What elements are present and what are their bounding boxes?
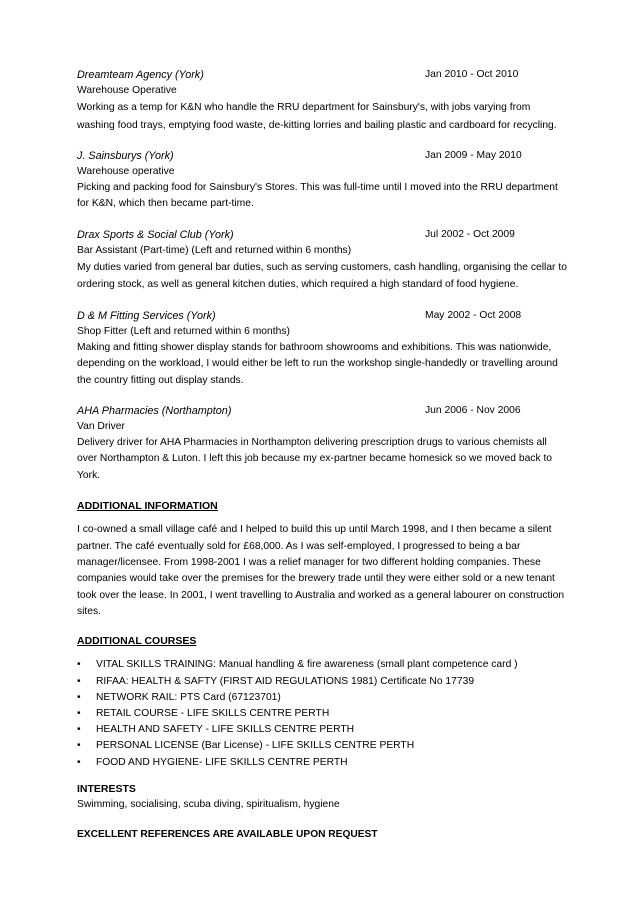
bullet-icon: • xyxy=(77,691,81,703)
bullet-icon: • xyxy=(77,724,81,736)
job-company: AHA Pharmacies (Northampton) xyxy=(77,404,232,417)
job-role: Warehouse Operative xyxy=(77,85,177,96)
bullet-icon: • xyxy=(77,675,81,687)
course-text: NETWORK RAIL: PTS Card (67123701) xyxy=(96,691,281,703)
additional-information-text: I co-owned a small village café and I helped to build this up until March 1998, and I then became a silent partner. The café eventually sold for £68,000. As I was self-employed, I progressed to being a bar manager/licensee. From 1998-2001 I was a relief manager for two different holding companies. These companies would take over the premises for the brewery trade until they were either sold or a new tenant took over the lease. In 2001, I went travelling to Australia and worked as a general labourer on construction sites. xyxy=(77,524,565,617)
cv-content xyxy=(77,67,567,844)
course-item xyxy=(77,657,567,673)
job-dates: Jan 2009 - May 2010 xyxy=(425,149,522,161)
job-company: D & M Fitting Services (York) xyxy=(77,309,216,322)
bullet-icon: • xyxy=(77,708,81,720)
interests-text: Swimming, socialising, scuba diving, spiritualism, hygiene xyxy=(77,799,340,811)
course-item xyxy=(77,690,567,706)
job-description: Working as a temp for K&N who handle the RRU department for Sainsbury's, with jobs varying from washing food trays, emptying food waste, de-kitting lorries and bailing plastic and cardboard for recycling. xyxy=(77,102,557,131)
course-item xyxy=(77,706,567,722)
bullet-icon: • xyxy=(77,740,81,752)
interests-heading: INTERESTS xyxy=(77,782,136,795)
job-header xyxy=(77,403,567,419)
course-text: PERSONAL LICENSE (Bar License) - LIFE SKILLS CENTRE PERTH xyxy=(96,740,415,752)
job-header xyxy=(77,227,567,243)
course-text: VITAL SKILLS TRAINING: Manual handling & fire awareness (small plant competence card ) xyxy=(96,659,518,671)
job-header xyxy=(77,148,567,164)
additional-information-heading: ADDITIONAL INFORMATION xyxy=(77,500,218,513)
job-entry xyxy=(77,308,567,389)
job-company: J. Sainsburys (York) xyxy=(77,149,174,162)
job-dates: May 2002 - Oct 2008 xyxy=(425,309,522,321)
job-header xyxy=(77,67,567,83)
course-item xyxy=(77,722,567,738)
job-entry xyxy=(77,148,567,213)
job-dates: Jan 2010 - Oct 2010 xyxy=(425,69,519,80)
course-text: FOOD AND HYGIENE- LIFE SKILLS CENTRE PERTH xyxy=(96,756,348,768)
job-description: Making and fitting shower display stands for bathroom showrooms and exhibitions. This was nationwide, depending on the workload, I would either be left to run the workshop single-handedly or travelling around the country fitting out display stands. xyxy=(77,341,558,386)
bullet-icon: • xyxy=(77,659,81,671)
job-role: Van Driver xyxy=(77,420,125,432)
job-company: Dreamteam Agency (York) xyxy=(77,69,204,81)
course-item xyxy=(77,755,567,771)
additional-courses-heading: ADDITIONAL COURSES xyxy=(77,635,197,648)
job-description: Picking and packing food for Sainsbury's Stores. This was full-time until I moved into the RRU department for K&N, which then became part-time. xyxy=(77,182,558,210)
job-entry xyxy=(77,227,567,294)
job-description: My duties varied from general bar duties, such as serving customers, cash handling, organising the cellar to ordering stock, as well as general kitchen duties, which required a high standard of food hygiene. xyxy=(77,262,567,291)
course-text: RIFAA: HEALTH & SAFTY (FIRST AID REGULATIONS 1981) Certificate No 17739 xyxy=(96,675,475,687)
course-text: RETAIL COURSE - LIFE SKILLS CENTRE PERTH xyxy=(96,708,330,720)
job-role: Warehouse operative xyxy=(77,165,175,177)
course-item xyxy=(77,674,567,690)
course-item xyxy=(77,738,567,754)
courses-list xyxy=(77,657,567,770)
job-role: Shop Fitter (Left and returned within 6 months) xyxy=(77,325,290,337)
job-entry xyxy=(77,67,567,134)
job-entry xyxy=(77,403,567,484)
bullet-icon: • xyxy=(77,756,81,768)
job-description: Delivery driver for AHA Pharmacies in Northampton delivering prescription drugs to various chemists all over Northampton & Luton. I left this job because my ex-partner became homesick so we moved back to York. xyxy=(77,437,553,481)
course-text: HEALTH AND SAFETY - LIFE SKILLS CENTRE PERTH xyxy=(96,724,355,736)
job-role: Bar Assistant (Part-time) (Left and returned within 6 months) xyxy=(77,244,352,256)
job-company: Drax Sports & Social Club (York) xyxy=(77,228,234,241)
job-dates: Jul 2002 - Oct 2009 xyxy=(425,228,515,240)
job-header xyxy=(77,308,567,324)
references-note: EXCELLENT REFERENCES ARE AVAILABLE UPON REQUEST xyxy=(77,829,378,841)
job-dates: Jun 2006 - Nov 2006 xyxy=(425,404,521,416)
